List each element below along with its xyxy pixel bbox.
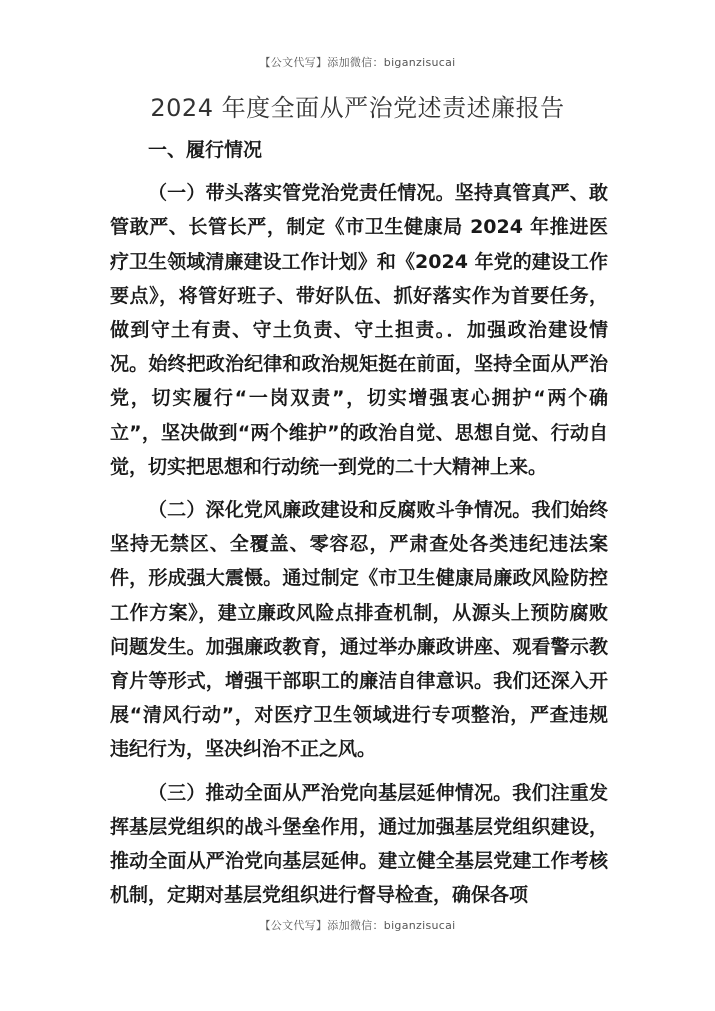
- paragraph-grassroots: （三）推动全面从严治党向基层延伸情况。我们注重发挥基层党组织的战斗堡垒作用，通过加强基层党组织建设，推动全面从严治党向基层延伸。建立健全基层党建工作考核机制，定期对基层党组织进行督导检查，确保各项: [110, 781, 608, 907]
- header-watermark-note: 【公文代写】添加微信：biganzisucai: [259, 56, 456, 69]
- section-heading: 一、履行情况: [148, 139, 263, 161]
- paragraph-anti-corruption: （二）深化党风廉政建设和反腐败斗争情况。我们始终坚持无禁区、全覆盖、零容忍，严肃查处各类违纪违法案件，形成强大震慑。通过制定《市卫生健康局廉政风险防控工作方案》，建立廉政风险点排查机制，从源头上预防腐败问题发生。加强廉政教育，通过举办廉政讲座、观看警示教育片等形式，增强干部职工的廉洁自律意识。我们还深入开展“清风行动”，对医疗卫生领域进行专项整治，严查违规违纪行为，坚决纠治不正之风。: [110, 499, 608, 761]
- paragraph-responsibility: （一）带头落实管党治党责任情况。坚持真管真严、敢管敢严、长管长严，制定《市卫生健康局 2024 年推进医疗卫生领域清廉建设工作计划》和《2024 年党的建设工作要点》，将管好班子、带好队伍、抓好落实作为首要任务，做到守土有责、守土负责、守土担责。．加强政治建设情况。始终把政治纪律和政治规矩挺在前面，坚持全面从严治党，切实履行“一岗双责”，切实增强衷心拥护“两个确立”，坚决做到“两个维护”的政治自觉、思想自觉、行动自觉，切实把思想和行动统一到党的二十大精神上来。: [110, 182, 608, 478]
- footer-watermark-note: 【公文代写】添加微信：biganzisucai: [259, 919, 456, 932]
- document-title: 2024 年度全面从严治党述责述廉报告: [150, 94, 565, 122]
- document-body: [110, 133, 608, 921]
